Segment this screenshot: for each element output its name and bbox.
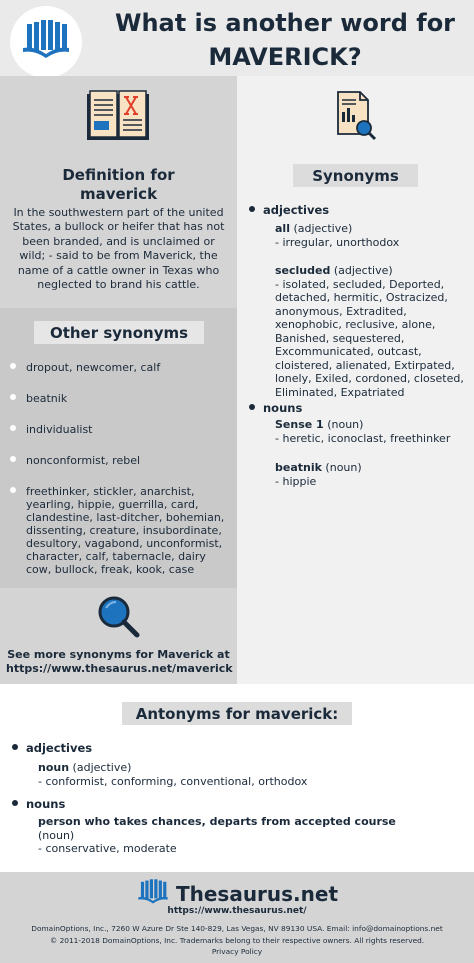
other-synonyms-item[interactable]: beatnik [26,392,68,405]
synonym-entry-list: - heretic, iconoclast, freethinker [275,431,451,445]
synonym-entry-list: - isolated, secluded, Deported, detached, hermitic, Ostracized, anonymous, Extradited, xenophobic, reclusive, alone, Banished, sequestered, Excommunicated, outcast, cloistered, alienated, Extirpated, lonely, Exiled, cordoned, closeted, Eliminated, Expatriated [275,277,464,399]
bullet-dot [10,425,16,431]
synonym-entry [275,264,467,399]
other-synonyms-item[interactable]: individualist [26,423,93,436]
bullet-dot [249,404,255,410]
synonym-entry-tag: (noun) [323,418,364,431]
synonym-entry-word[interactable]: all [275,222,290,235]
synonym-entry [275,222,465,249]
antonym-entry [38,761,458,788]
bullet-dot [10,487,16,493]
footer-address: DomainOptions, Inc., 7260 W Azure Dr Ste 140-829, Las Vegas, NV 89130 USA. Email: info@domainoptions.net [31,924,443,933]
other-synonyms-item[interactable]: dropout, newcomer, calf [26,361,161,374]
definition-title [10,166,227,204]
bullet-dot [10,363,16,369]
antonyms-pos-nouns: nouns [26,797,66,811]
synonyms-heading: Synonyms [293,164,418,187]
see-more-url: https://www.thesaurus.net/maverick [6,662,233,675]
bullet-dot [10,394,16,400]
bullet-dot [12,800,18,806]
bullet-dot [10,456,16,462]
see-more-line1: See more synonyms for Maverick at [7,648,230,661]
synonym-entry-list: - irregular, unorthodox [275,235,400,249]
antonym-entry [38,815,458,856]
definition-title-line1: Definition for [62,166,175,184]
synonym-entry-list: - hippie [275,474,317,488]
other-synonyms-heading: Other synonyms [34,321,204,344]
synonym-entry [275,461,465,488]
antonym-entry-word[interactable]: person who takes chances, departs from accepted course [38,815,396,828]
antonym-entry-tag: (adjective) [69,761,132,774]
page-title [100,6,470,74]
other-synonyms-item[interactable]: nonconformist, rebel [26,454,141,467]
book-logo-icon [21,18,71,66]
bullet-dot [12,744,18,750]
antonym-entry-list: - conservative, moderate [38,842,177,855]
antonyms-heading: Antonyms for maverick: [122,702,352,725]
see-more-link[interactable] [6,648,231,676]
antonym-entry-list: - conformist, conforming, conventional, orthodox [38,774,308,788]
page-title-line1: What is another word for [114,9,456,37]
footer-copyright: © 2011-2018 DomainOptions, Inc. Trademarks belong to their respective owners. All rights reserved. [49,935,425,945]
open-book-icon [83,88,153,150]
synonyms-pos-nouns: nouns [263,401,303,415]
privacy-policy-link[interactable]: Privacy Policy [211,947,263,956]
footer-url[interactable]: https://www.thesaurus.net/ [167,906,307,916]
footer-brand-name: Thesaurus.net [175,882,339,906]
antonyms-pos-adjectives: adjectives [26,741,93,755]
site-logo[interactable] [10,6,82,78]
page-title-line2: MAVERICK? [208,43,362,71]
definition-text: In the southwestern part of the united States, a bullock or heifer that has not been branded, and is unclaimed or wild; - said to be from Maverick, the name of a cattle owner in Texas who neglected to brand his cattle. [12,206,225,292]
footer-legal [10,923,464,958]
magnifier-icon [96,594,142,644]
synonym-entry-word[interactable]: secluded [275,264,331,277]
bullet-dot [249,206,255,212]
document-magnifier-icon [330,90,378,146]
definition-title-word: maverick [79,185,158,203]
synonym-entry-tag: (adjective) [330,264,393,277]
synonym-entry-word[interactable]: beatnik [275,461,322,474]
synonym-entry-tag: (noun) [321,461,362,474]
antonym-entry-tag: (noun) [38,828,75,842]
synonym-entry-tag: (adjective) [289,222,353,235]
synonym-entry [275,418,465,445]
synonyms-pos-adjectives: adjectives [263,203,330,217]
antonym-entry-word[interactable]: noun [38,761,70,774]
other-synonyms-item[interactable]: freethinker, stickler, anarchist, yearling, hippie, guerrilla, card, clandestine, last-ditcher, bohemian, dissenting, creature, insubordinate, desultory, vagabond, unconformist, character, calf, tabernacle, dairy cow, bullock, freak, kook, case [26,485,225,576]
synonym-entry-word[interactable]: Sense 1 [275,418,324,431]
